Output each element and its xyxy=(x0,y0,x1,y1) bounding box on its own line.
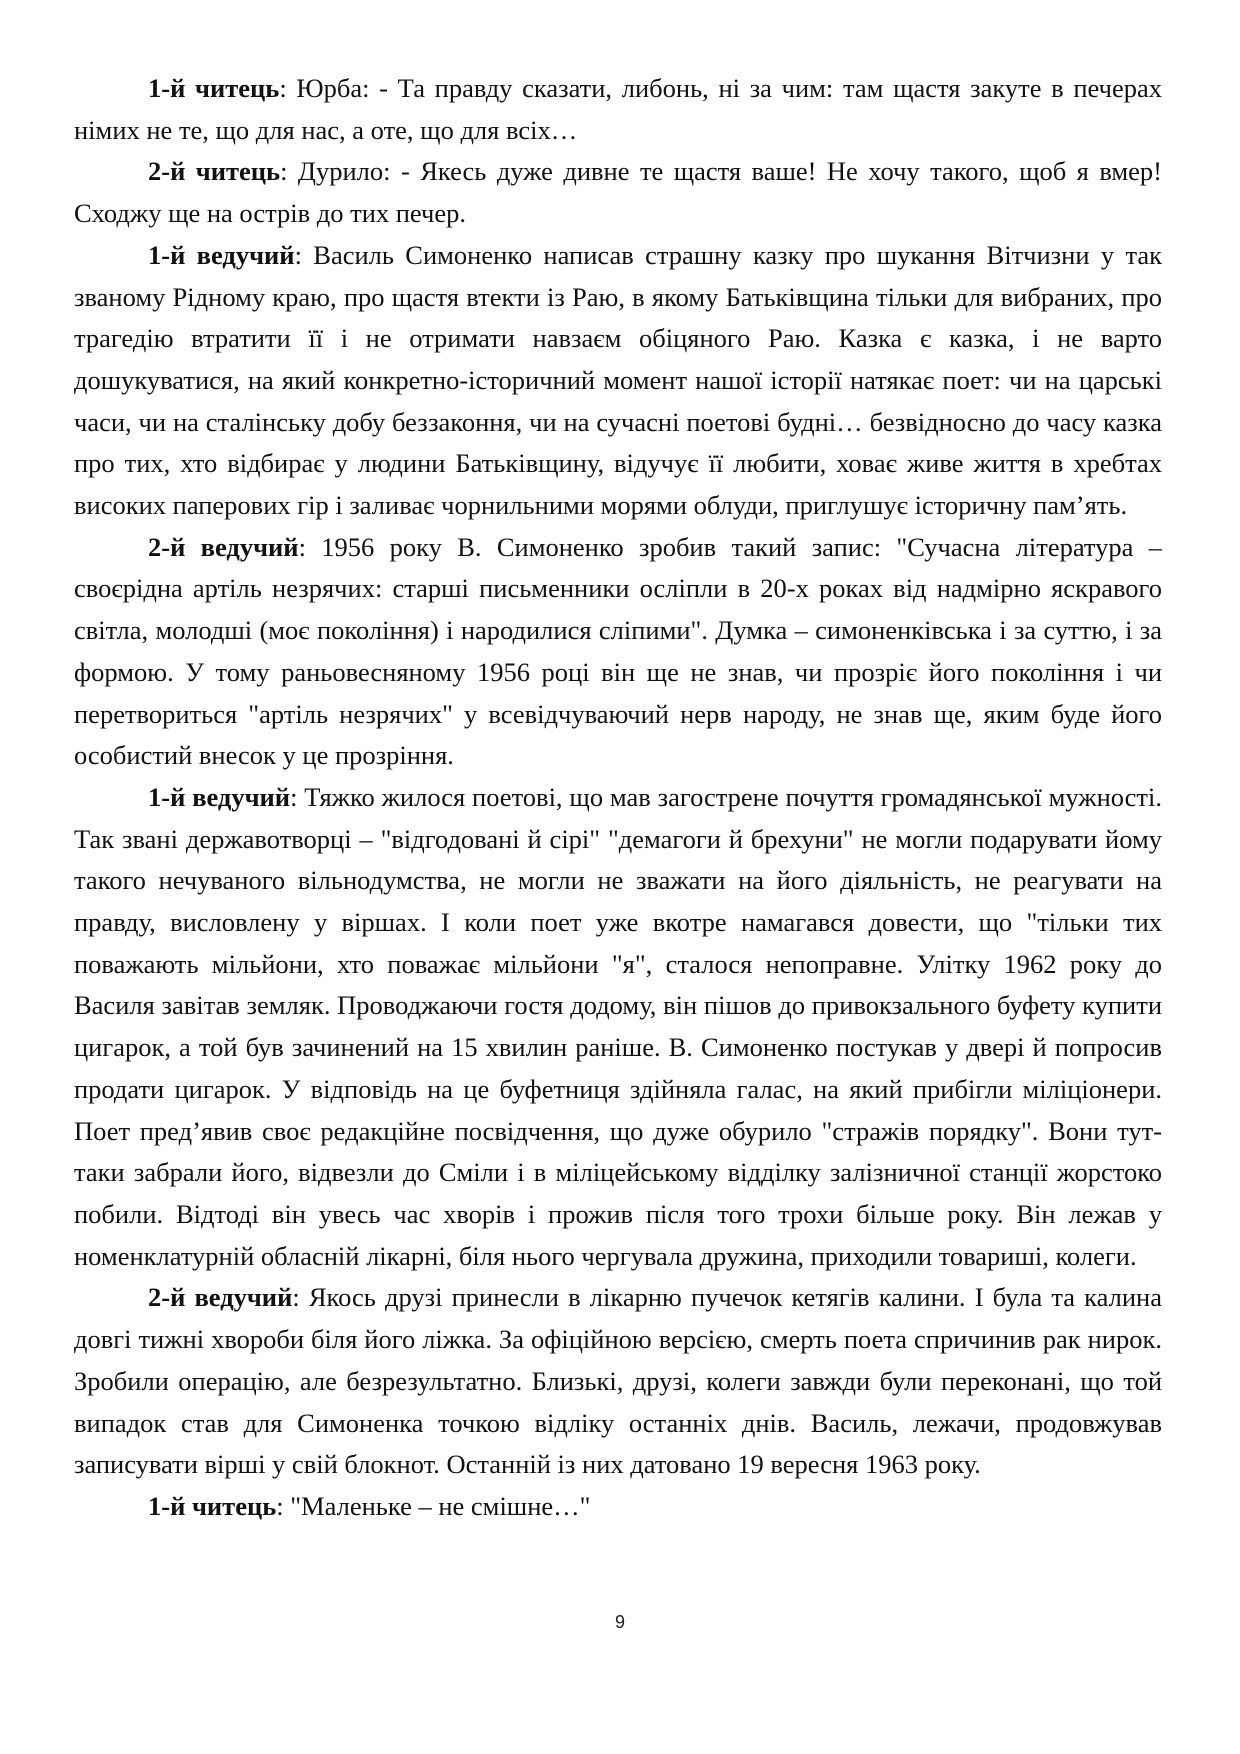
paragraph-text: : Якось друзі принесли в лікарню пучечок кетягів калини. І була та калина довгі тижні хвороби біля його ліжка. За офіційною версією, смерть поета спричинив рак нирок. Зробили операцію, але безрезультатно. Близькі, друзі, колеги завжди були переконані, що той випадок став для Симоненка точкою відліку останніх днів. Василь, лежачи, продовжував записувати вірші у свій блокнот. Останній із них датовано 19 вересня 1963 року. xyxy=(74,1282,1162,1480)
speaker-label: 2-й ведучий xyxy=(148,1282,293,1313)
document-page xyxy=(74,68,1162,1528)
speaker-label: 1-й читець xyxy=(148,73,280,103)
paragraph-text: : Тяжко жилося поетові, що мав загострене почуття громадянської мужності. Так звані державотворці – "відгодовані й сірі" "демагоги й брехуни" не могли подарувати йому такого нечуваного вільнодумства, не могли не зважати на його діяльність, не реагувати на правду, висловлену у віршах. І коли поет уже вкотре намагався довести, що "тільки тих поважають мільйони, хто поважає мільйони "я", сталося непоправне. Улітку 1962 року до Василя завітав земляк. Проводжаючи гостя додому, він пішов до привокзального буфету купити цигарок, а той був зачинений на 15 хвилин раніше. В. Симоненко постукав у двері й попросив продати цигарок. У відповідь на це буфетниця здійняла галас, на який прибігли міліціонери. Поет пред’явив своє редакційне посвідчення, що дуже обурило "стражів порядку". Вони тут-таки забрали його, відвезли до Сміли і в міліцейському відділку залізничної станції жорстоко побили. Відтоді він увесь час хворів і прожив після того трохи більше року. Він лежав у номенклатурній обласній лікарні, біля нього чергувала дружина, приходили товариші, колеги. xyxy=(74,781,1162,1271)
paragraph-reader-1-second xyxy=(74,1486,1162,1528)
paragraph-host-2 xyxy=(74,527,1162,777)
paragraph-text: : Дурило: - Якесь дуже дивне те щастя ваше! Не хочу такого, щоб я вмер! Сходжу ще на острів до тих печер. xyxy=(74,156,1162,229)
paragraph-reader-2 xyxy=(74,151,1162,234)
speaker-label: 2-й ведучий xyxy=(148,531,299,562)
paragraph-host-1-second xyxy=(74,777,1162,1277)
paragraph-reader-1 xyxy=(74,68,1162,151)
speaker-label: 2-й читець xyxy=(148,156,281,187)
speaker-label: 1-й читець xyxy=(148,1490,277,1521)
speaker-label: 1-й ведучий xyxy=(148,781,291,812)
page-number: 9 xyxy=(614,1612,625,1632)
paragraph-text: : Юрба: - Та правду сказати, либонь, ні за чим: там щастя закуте в печерах німих не те, що для нас, а оте, що для всіх… xyxy=(74,73,1162,145)
paragraph-text: : Василь Симоненко написав страшну казку про шукання Вітчизни у так званому Рідному краю, про щастя втекти із Раю, в якому Батьківщина тільки для вибраних, про трагедію втратити її і не отримати навзаєм обіцяного Раю. Казка є казка, і не варто дошукуватися, на який конкретно-історичний момент нашої історії натякає поет: чи на царські часи, чи на сталінську добу беззаконня, чи на сучасні поетові будні… безвідносно до часу казка про тих, хто відбирає у людини Батьківщину, відучує її любити, ховає живе життя в хребтах високих паперових гір і заливає чорнильними морями облуди, приглушує історичну пам’ять. xyxy=(74,239,1162,521)
paragraph-host-2-second xyxy=(74,1277,1162,1486)
paragraph-host-1 xyxy=(74,235,1162,527)
paragraph-text: : "Маленьке – не смішне…" xyxy=(276,1490,591,1521)
speaker-label: 1-й ведучий xyxy=(148,239,295,270)
paragraph-text: : 1956 року В. Симоненко зробив такий запис: "Сучасна література – своєрідна артіль незрячих: старші письменники осліпли в 20-х роках від надмірно яскравого світла, молодші (моє покоління) і народилися сліпими". Думка – симоненківська і за суттю, і за формою. У тому раньовесняному 1956 році він ще не знав, чи прозріє його покоління і чи перетвориться "артіль незрячих" у всевідчуваючий нерв народу, не знав ще, яким буде його особистий внесок у це прозріння. xyxy=(74,531,1162,771)
